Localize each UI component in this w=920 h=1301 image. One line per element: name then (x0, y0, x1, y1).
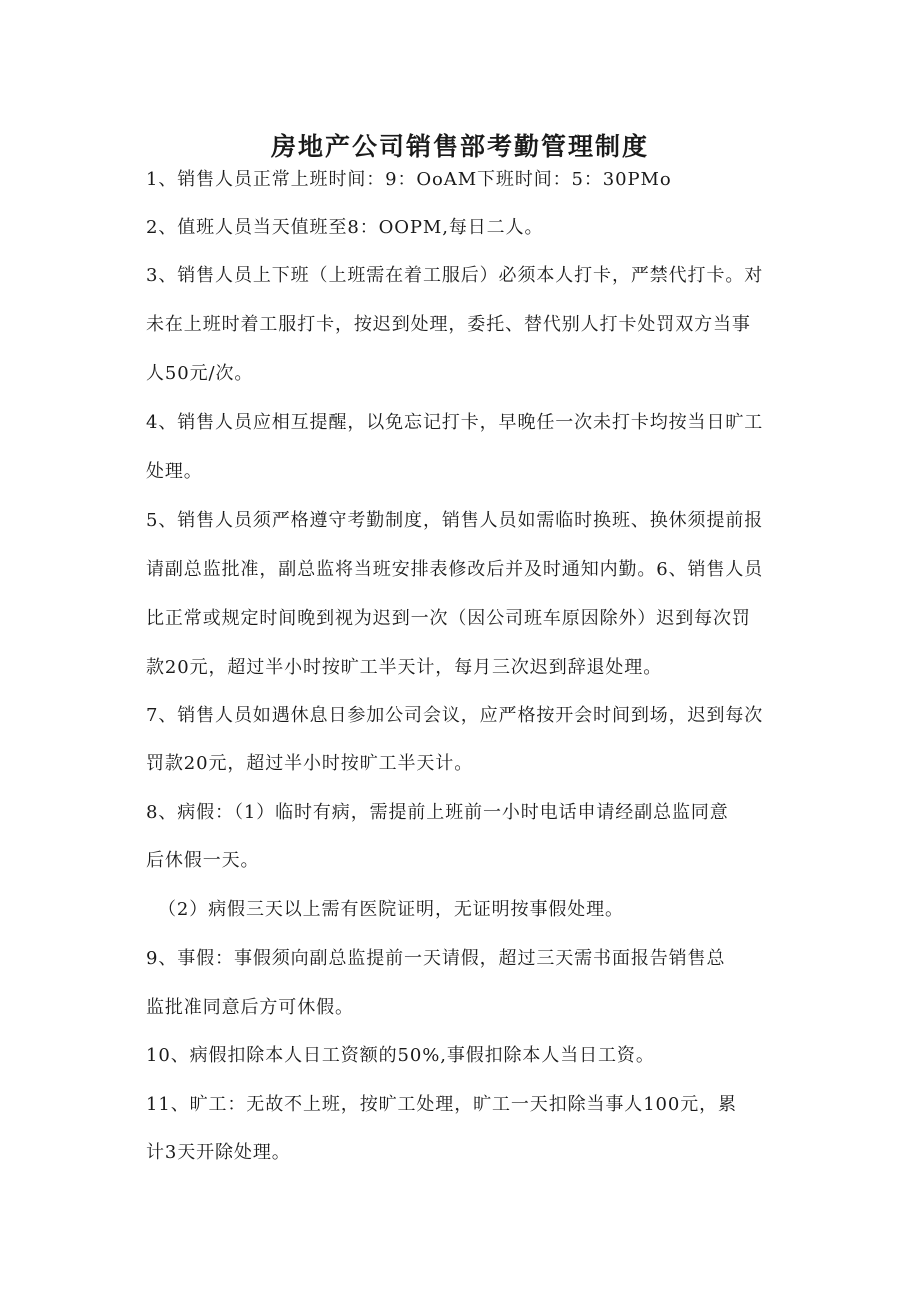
text-line: 5、销售人员须严格遵守考勤制度，销售人员如需临时换班、换休须提前报 (146, 510, 764, 531)
document-title: 房地产公司销售部考勤管理制度 (270, 131, 649, 161)
text-line: 2、值班人员当天值班至8：OOPM,每日二人。 (146, 217, 544, 238)
text-line: 9、事假：事假须向副总监提前一天请假，超过三天需书面报告销售总 (146, 948, 726, 969)
text-line: 3、销售人员上下班（上班需在着工服后）必须本人打卡，严禁代打卡。对 (146, 265, 764, 286)
text-line: 人50元/次。 (146, 363, 254, 384)
text-line: 11、旷工：无故不上班，按旷工处理，旷工一天扣除当事人100元，累 (146, 1094, 737, 1115)
text-line: 比正常或规定时间晚到视为迟到一次（因公司班车原因除外）迟到每次罚 (146, 608, 751, 629)
text-line: 10、病假扣除本人日工资额的50%,事假扣除本人当日工资。 (146, 1045, 655, 1066)
text-line: 7、销售人员如遇休息日参加公司会议，应严格按开会时间到场，迟到每次 (146, 705, 764, 726)
text-line: 后休假一天。 (146, 850, 260, 871)
text-line: 处理。 (146, 461, 203, 482)
text-line: 8、病假：（1）临时有病，需提前上班前一小时电话申请经副总监同意 (146, 802, 729, 823)
text-line: 4、销售人员应相互提醒，以免忘记打卡，早晚任一次未打卡均按当日旷工 (146, 412, 764, 433)
text-line: 1、销售人员正常上班时间：9：OoAM下班时间：5：30PMo (146, 169, 672, 190)
text-line: 款20元，超过半小时按旷工半天计，每月三次迟到辞退处理。 (146, 657, 663, 678)
text-line: 计3天开除处理。 (146, 1142, 291, 1163)
text-line: 罚款20元，超过半小时按旷工半天计。 (146, 753, 474, 774)
text-line: 请副总监批准，副总监将当班安排表修改后并及时通知内勤。6、销售人员 (146, 559, 764, 580)
text-line: （2）病假三天以上需有医院证明，无证明按事假处理。 (158, 899, 624, 920)
text-line: 未在上班时着工服打卡，按迟到处理，委托、替代别人打卡处罚双方当事 (146, 314, 751, 335)
text-line: 监批准同意后方可休假。 (146, 997, 354, 1018)
